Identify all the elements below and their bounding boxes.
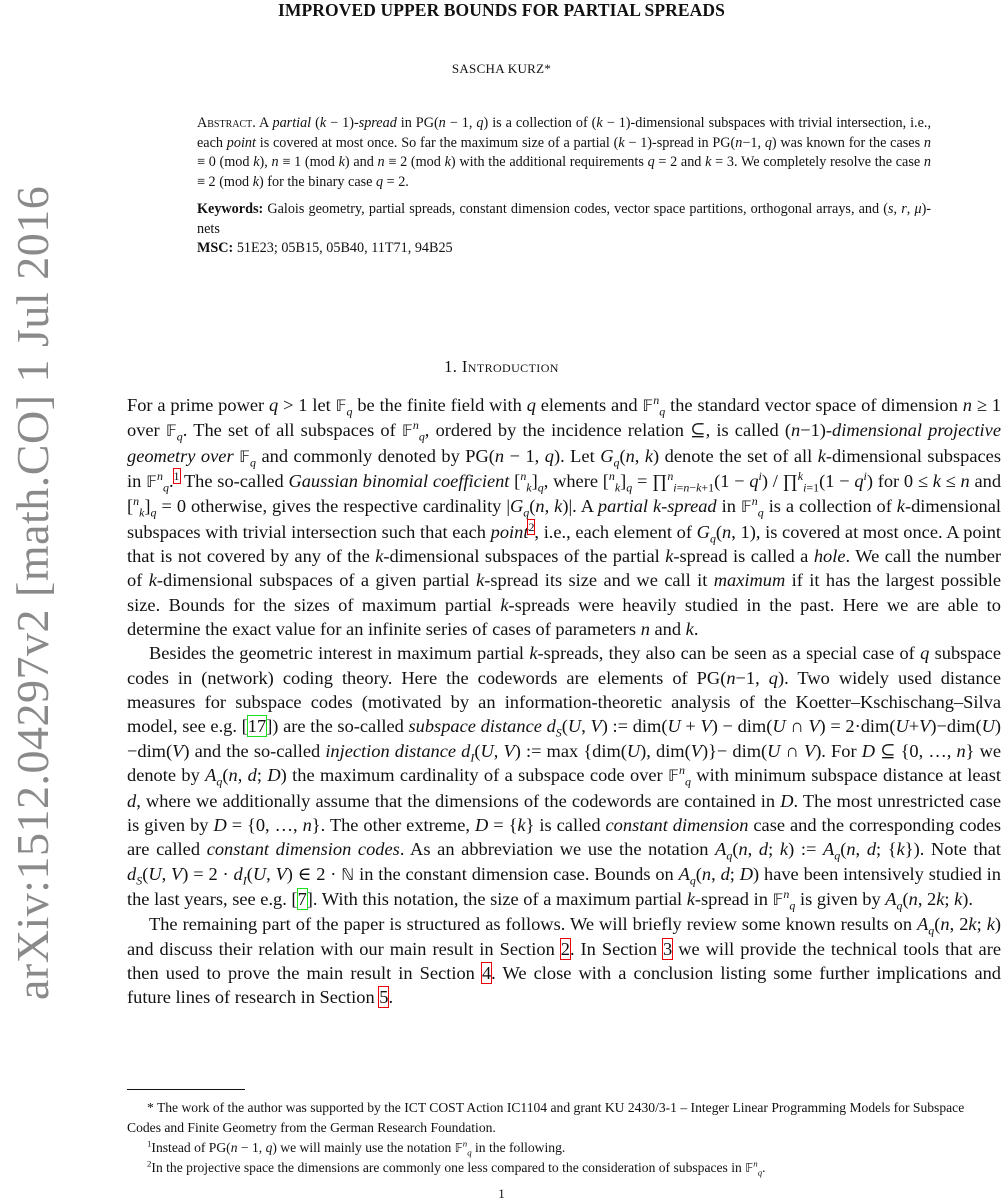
page-number: 1	[498, 1186, 505, 1201]
section-title: Introduction	[461, 357, 559, 376]
abstract-label: Abstract.	[197, 115, 256, 131]
section-number: 1.	[444, 357, 458, 376]
paragraph-2: Besides the geometric interest in maximum partial k-spreads, they also can be seen as a special case of q subspace codes in (network) coding theory. Here the codewords are elements of PG(n−1, q). Two widely used distance measures for subspace codes (motivated by an information-theoretic analysis of the Koetter–Kschischang–Silva model, see e.g. [17]) are the so-called subspace distance $d_S(U$, V) := dim(U + V) − dim(U ∩ V) = 2·dim(U+V)−dim(U)−dim(V) and the so-called injection distance $d_I(U$, V) := max {dim(U), dim(V)}− dim(U ∩ V). For D ⊆ {0, …, n} we denote by $A_q(n$, d; D) the maximum cardinality of a subspace code over 𝔽$^n_q$ with minimum subspace distance at least d, where we additionally assume that the dimensions of the codewords are contained in D. The most unrestricted case is given by D = {0, …, n}. The other extreme, D = {k} is called constant dimension case and the corresponding codes are called constant dimension codes. As an abbreviation we use the notation $A_q(n$, d; k) := $A_q(n$, d; {k}). Note that $d_S(U$, $V) = 2 \cdot d_I(U$, V) ∈ 2 · ℕ in the constant dimension case. Bounds on $A_q(n$, d; D) have been intensively studied in the last years, see e.g. [7]. With this notation, the size of a maximum partial k-spread in 𝔽$^n_q$ is given by $A_q(n$, 2k; k).	[127, 643, 1002, 913]
arxiv-stamp: arXiv:1512.04297v2 [math.CO] 1 Jul 2016	[7, 185, 58, 1000]
citation-link-7[interactable]: 7	[297, 888, 307, 909]
paragraph-1: For a prime power q > 1 let 𝔽$_q$ be the finite field with q elements and 𝔽$^n_q$ the standard vector space of dimension n ≥ 1 over 𝔽$_q$. The set of all subspaces of 𝔽$^n_q$, ordered by the incidence relation ⊆, is called (n−1)-dimensional projective geometry over 𝔽$_q$ and commonly denoted by PG(n − 1, q). Let $G_q(n$, k) denote the set of all k-dimensional subspaces in 𝔽$^n_q$.$^1$ The so-called Gaussian binomial coefficient $[^n_k]_q$, where $[^n_k]_q$ = ∏$^n_{i=n-k+1}$(1 − $q^i$) / ∏$^k_{i=1}$(1 − $q^i$) for 0 ≤ k ≤ n and $[^n_k]_q = 0$ otherwise, gives the respective cardinality $|G_q(n$, k)|. A partial k-spread in 𝔽$^n_q$ is a collection of k-dimensional subspaces with trivial intersection such that each point$^2$, i.e., each element of $G_q(n$, 1), is covered at most once. A point that is not covered by any of the k-dimensional subspaces of the partial k-spread is called a hole. We call the number of k-dimensional subspaces of a given partial k-spread its size and we call it maximum if it has the largest possible size. Bounds for the sizes of maximum partial k-spreads were heavily studied in the past. Here we are able to determine the exact value for an infinite series of cases of parameters n and k.	[127, 392, 1002, 640]
footnote-star: * The work of the author was supported by the ICT COST Action IC1104 and grant KU 2430/3-1 – Integer Linear Programming Models for Subspace Codes and Finite Geometry from the German Research Foundation.	[127, 1100, 965, 1135]
section-link-2[interactable]: 2	[560, 938, 570, 959]
keywords: Keywords: Galois geometry, partial spreads, constant dimension codes, vector space partitions, orthogonal arrays, and (s, r, μ)-nets	[197, 201, 932, 237]
section-link-3[interactable]: 3	[663, 938, 673, 959]
paper-title: IMPROVED UPPER BOUNDS FOR PARTIAL SPREADS	[277, 0, 725, 20]
body-text	[127, 393, 1001, 1010]
keywords-label: Keywords:	[197, 201, 264, 217]
abstract: Abstract. A partial (k − 1)-spread in PG(n − 1, q) is a collection of (k − 1)-dimensional subspaces with trivial intersection, i.e., each point is covered at most once. So far the maximum size of a partial (k − 1)-spread in PG(n−1, q) was known for the cases n ≡ 0 (mod k), n ≡ 1 (mod k) and n ≡ 2 (mod k) with the additional requirements q = 2 and k = 3. We completely resolve the case n ≡ 2 (mod k) for the binary case q = 2.	[197, 115, 931, 190]
footnote-link-1[interactable]: 1	[173, 468, 180, 483]
citation-link-17[interactable]: 17	[247, 716, 267, 737]
footnote-2: $^2$In the projective space the dimensions are commonly one less compared to the consideration of subspaces in 𝔽$^n_q$.	[147, 1158, 766, 1178]
footnote-divider	[127, 1089, 245, 1090]
section-link-5[interactable]: 5	[379, 987, 389, 1008]
footnotes	[127, 1098, 1001, 1178]
footnote-1: $^1$Instead of PG(n − 1, q) we will mainly use the notation 𝔽$^n_q$ in the following.	[147, 1138, 566, 1158]
msc-label: MSC:	[197, 240, 234, 256]
msc-codes: 51E23; 05B15, 05B40, 11T71, 94B25	[236, 240, 453, 256]
msc-classification	[197, 239, 931, 259]
section-link-4[interactable]: 4	[481, 962, 492, 983]
paragraph-3: The remaining part of the paper is structured as follows. We will briefly review some known results on $A_q(n$, 2k; k) and discuss their relation with our main result in Section 2. In Section 3 we will provide the technical tools that are then used to prove the main result in Section 4. We close with a conclusion listing some further implications and future lines of research in Section 5.	[127, 914, 1002, 1008]
author-name: SASCHA KURZ*	[451, 61, 552, 76]
section-heading	[0, 357, 1003, 377]
footnote-link-2[interactable]: 2	[528, 519, 535, 534]
